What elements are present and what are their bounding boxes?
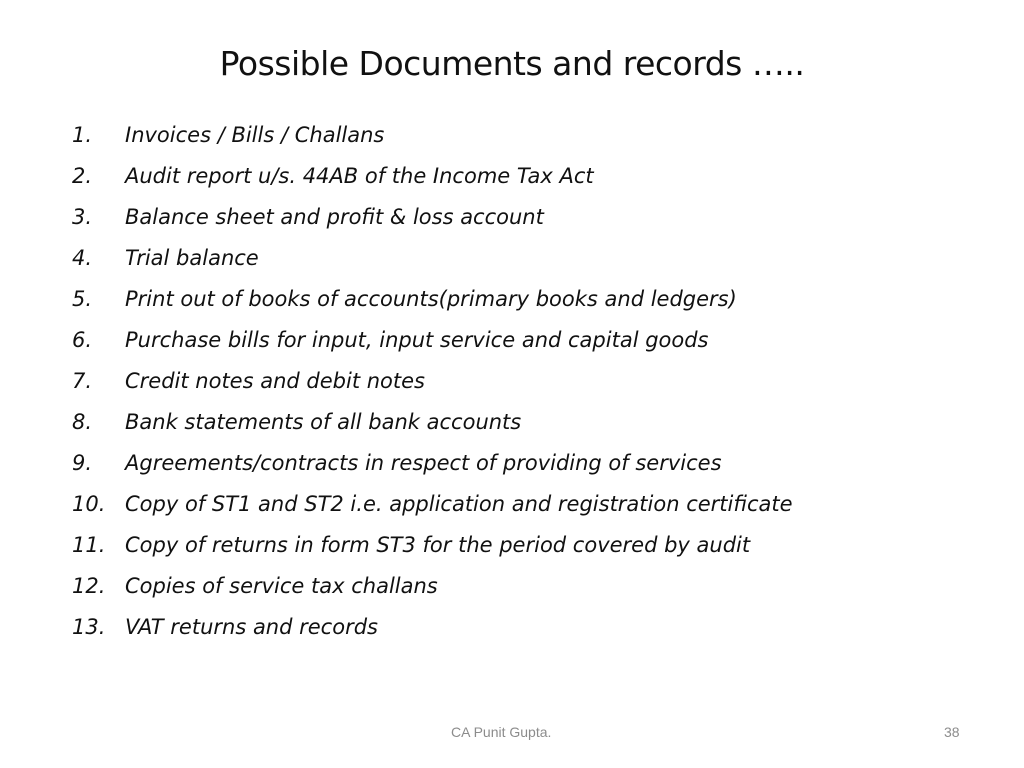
list-item	[72, 403, 972, 444]
footer-author: CA Punit Gupta.	[451, 724, 552, 740]
list-item-text: VAT returns and records	[125, 615, 378, 639]
list-item-text: Purchase bills for input, input service and capital goods	[125, 328, 709, 352]
list-item-text: Copies of service tax challans	[125, 574, 438, 598]
list-item-number: 4.	[72, 246, 93, 270]
list-item	[72, 485, 972, 526]
list-item	[72, 157, 972, 198]
list-item-number: 13.	[72, 615, 106, 639]
list-item-number: 2.	[72, 164, 93, 188]
list-item-text: Balance sheet and profit & loss account	[125, 205, 544, 229]
list-item-text: Trial balance	[125, 246, 259, 270]
list-item-text: Audit report u/s. 44AB of the Income Tax Act	[125, 164, 594, 188]
list-item	[72, 444, 972, 485]
list-item-number: 6.	[72, 328, 93, 352]
document-list	[72, 116, 972, 649]
list-item-text: Bank statements of all bank accounts	[125, 410, 522, 434]
page-number: 38	[944, 724, 960, 740]
list-item-number: 5.	[72, 287, 93, 311]
list-item-number: 9.	[72, 451, 93, 475]
list-item	[72, 239, 972, 280]
list-item-number: 7.	[72, 369, 93, 393]
list-item-number: 3.	[72, 205, 93, 229]
list-item-text: Agreements/contracts in respect of providing of services	[125, 451, 722, 475]
list-item-text: Invoices / Bills / Challans	[125, 123, 385, 147]
list-item-number: 11.	[72, 533, 106, 557]
list-item	[72, 198, 972, 239]
list-item-number: 1.	[72, 123, 93, 147]
list-item-number: 8.	[72, 410, 93, 434]
list-item	[72, 608, 972, 649]
list-item-number: 10.	[72, 492, 106, 516]
list-item-text: Copy of ST1 and ST2 i.e. application and registration certificate	[125, 492, 793, 516]
list-item	[72, 321, 972, 362]
list-item	[72, 526, 972, 567]
list-item	[72, 567, 972, 608]
slide-title: Possible Documents and records …..	[219, 44, 805, 83]
list-item-number: 12.	[72, 574, 106, 598]
list-item	[72, 280, 972, 321]
list-item-text: Credit notes and debit notes	[125, 369, 425, 393]
list-item-text: Copy of returns in form ST3 for the period covered by audit	[125, 533, 751, 557]
list-item	[72, 116, 972, 157]
list-item-text: Print out of books of accounts(primary books and ledgers)	[125, 287, 737, 311]
list-item	[72, 362, 972, 403]
